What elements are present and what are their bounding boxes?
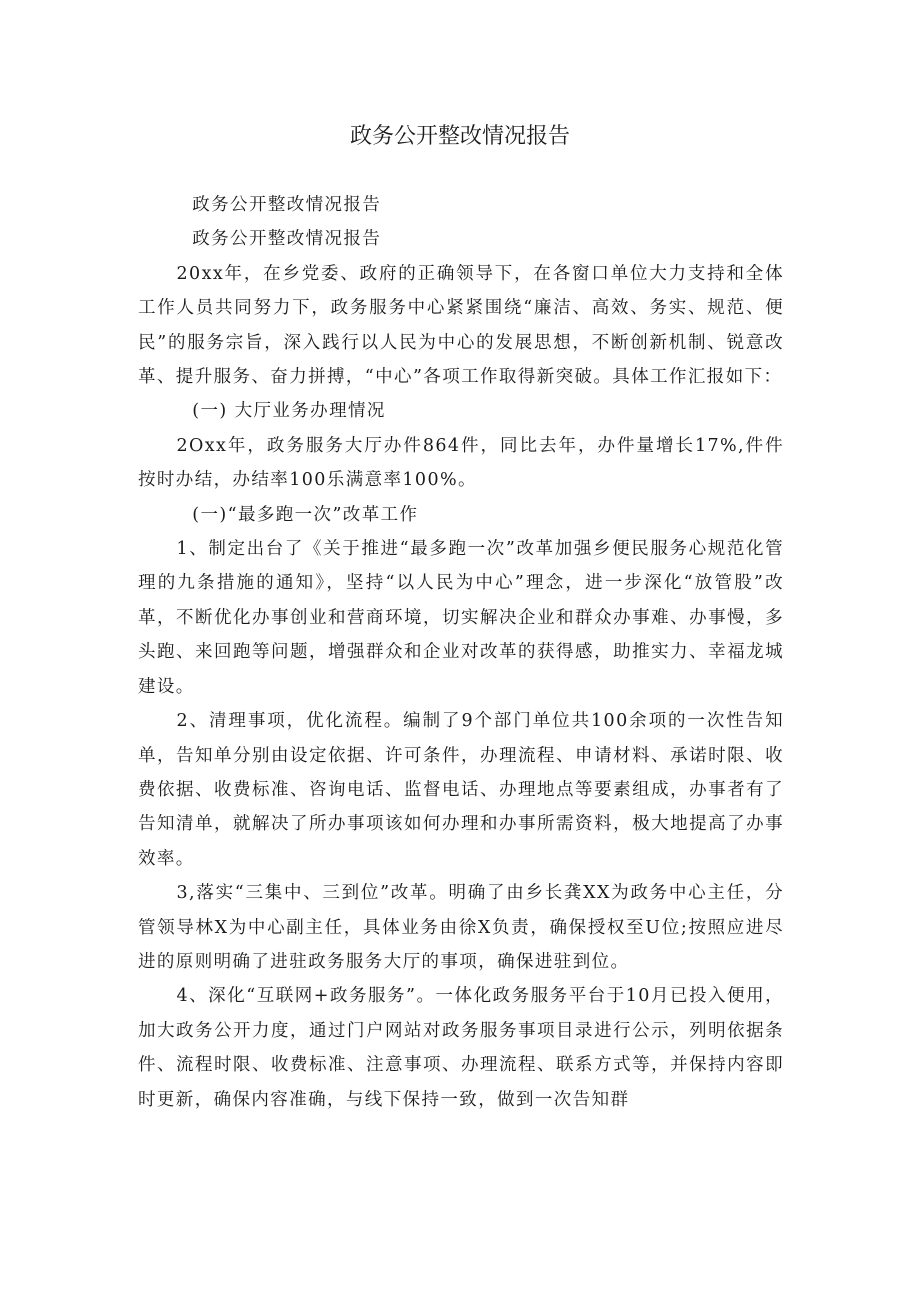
document-title: 政务公开整改情况报告	[349, 124, 570, 149]
list-item-paragraph: 3,落实“三集中、三到位”改革。明确了由乡长龚XX为政务中心主任，分管领导林X为中心副主任，具体业务由徐X负责，确保授权至U位;按照应进尽进的原则明确了进驻政务服务大厅的事项，确保进驻到位。	[138, 883, 784, 972]
subtitle-paragraph: 政务公开整改情况报告	[192, 229, 382, 250]
list-item-paragraph: 4、深化“互联网+政务服务”。一体化政务服务平台于10月已投入便用，加大政务公开力度，通过门户网站对政务服务事项目录进行公示，列明依据条件、流程时限、收费标准、注意事项、办理流程、联系方式等，并保持内容即时更新，确保内容准确，与线下保持一致，做到一次告知群	[138, 986, 784, 1110]
section-heading: (一)“最多跑一次”改革工作	[192, 504, 419, 525]
document-body	[138, 188, 784, 1117]
subtitle-paragraph: 政务公开整改情况报告	[192, 195, 382, 215]
section-heading: (一) 大厅业务办理情况	[192, 401, 386, 422]
list-item-paragraph: 1、制定出台了《关于推进“最多跑一次”改革加强乡便民服务心规范化管理的九条措施的通知》，坚持“以人民为中心”理念，进一步深化“放管股”改革，不断优化办事创业和营商环境，切实解决企业和群众办事难、办事慢，多头跑、来回跑等问题，增强群众和企业对改革的获得感，助推实力、幸福龙城建设。	[138, 539, 784, 697]
intro-paragraph: 20xx年，在乡党委、政府的正确领导下，在各窗口单位大力支持和全体工作人员共同努力下，政务服务中心紧紧围绕“廉洁、高效、务实、规范、便民”的服务宗旨，深入践行以人民为中心的发展思想，不断创新机制、锐意改革、提升服务、奋力拼搏，“中心”各项工作取得新突破。具体工作汇报如下：	[138, 263, 784, 388]
section-paragraph: 2Oxx年，政务服务大厅办件864件，同比去年，办件量增长17%,件件按时办结，办结率100乐满意率100%。	[138, 435, 784, 491]
list-item-paragraph: 2、清理事项，优化流程。编制了9个部门单位共100余项的一次性告知单，告知单分别由设定依据、许可条件，办理流程、申请材料、承诺时限、收费依据、收费标准、咨询电话、监督电话、办理地点等要素组成，办事者有了告知清单，就解决了所办事项该如何办理和办事所需资料，极大地提高了办事效率。	[138, 711, 784, 869]
